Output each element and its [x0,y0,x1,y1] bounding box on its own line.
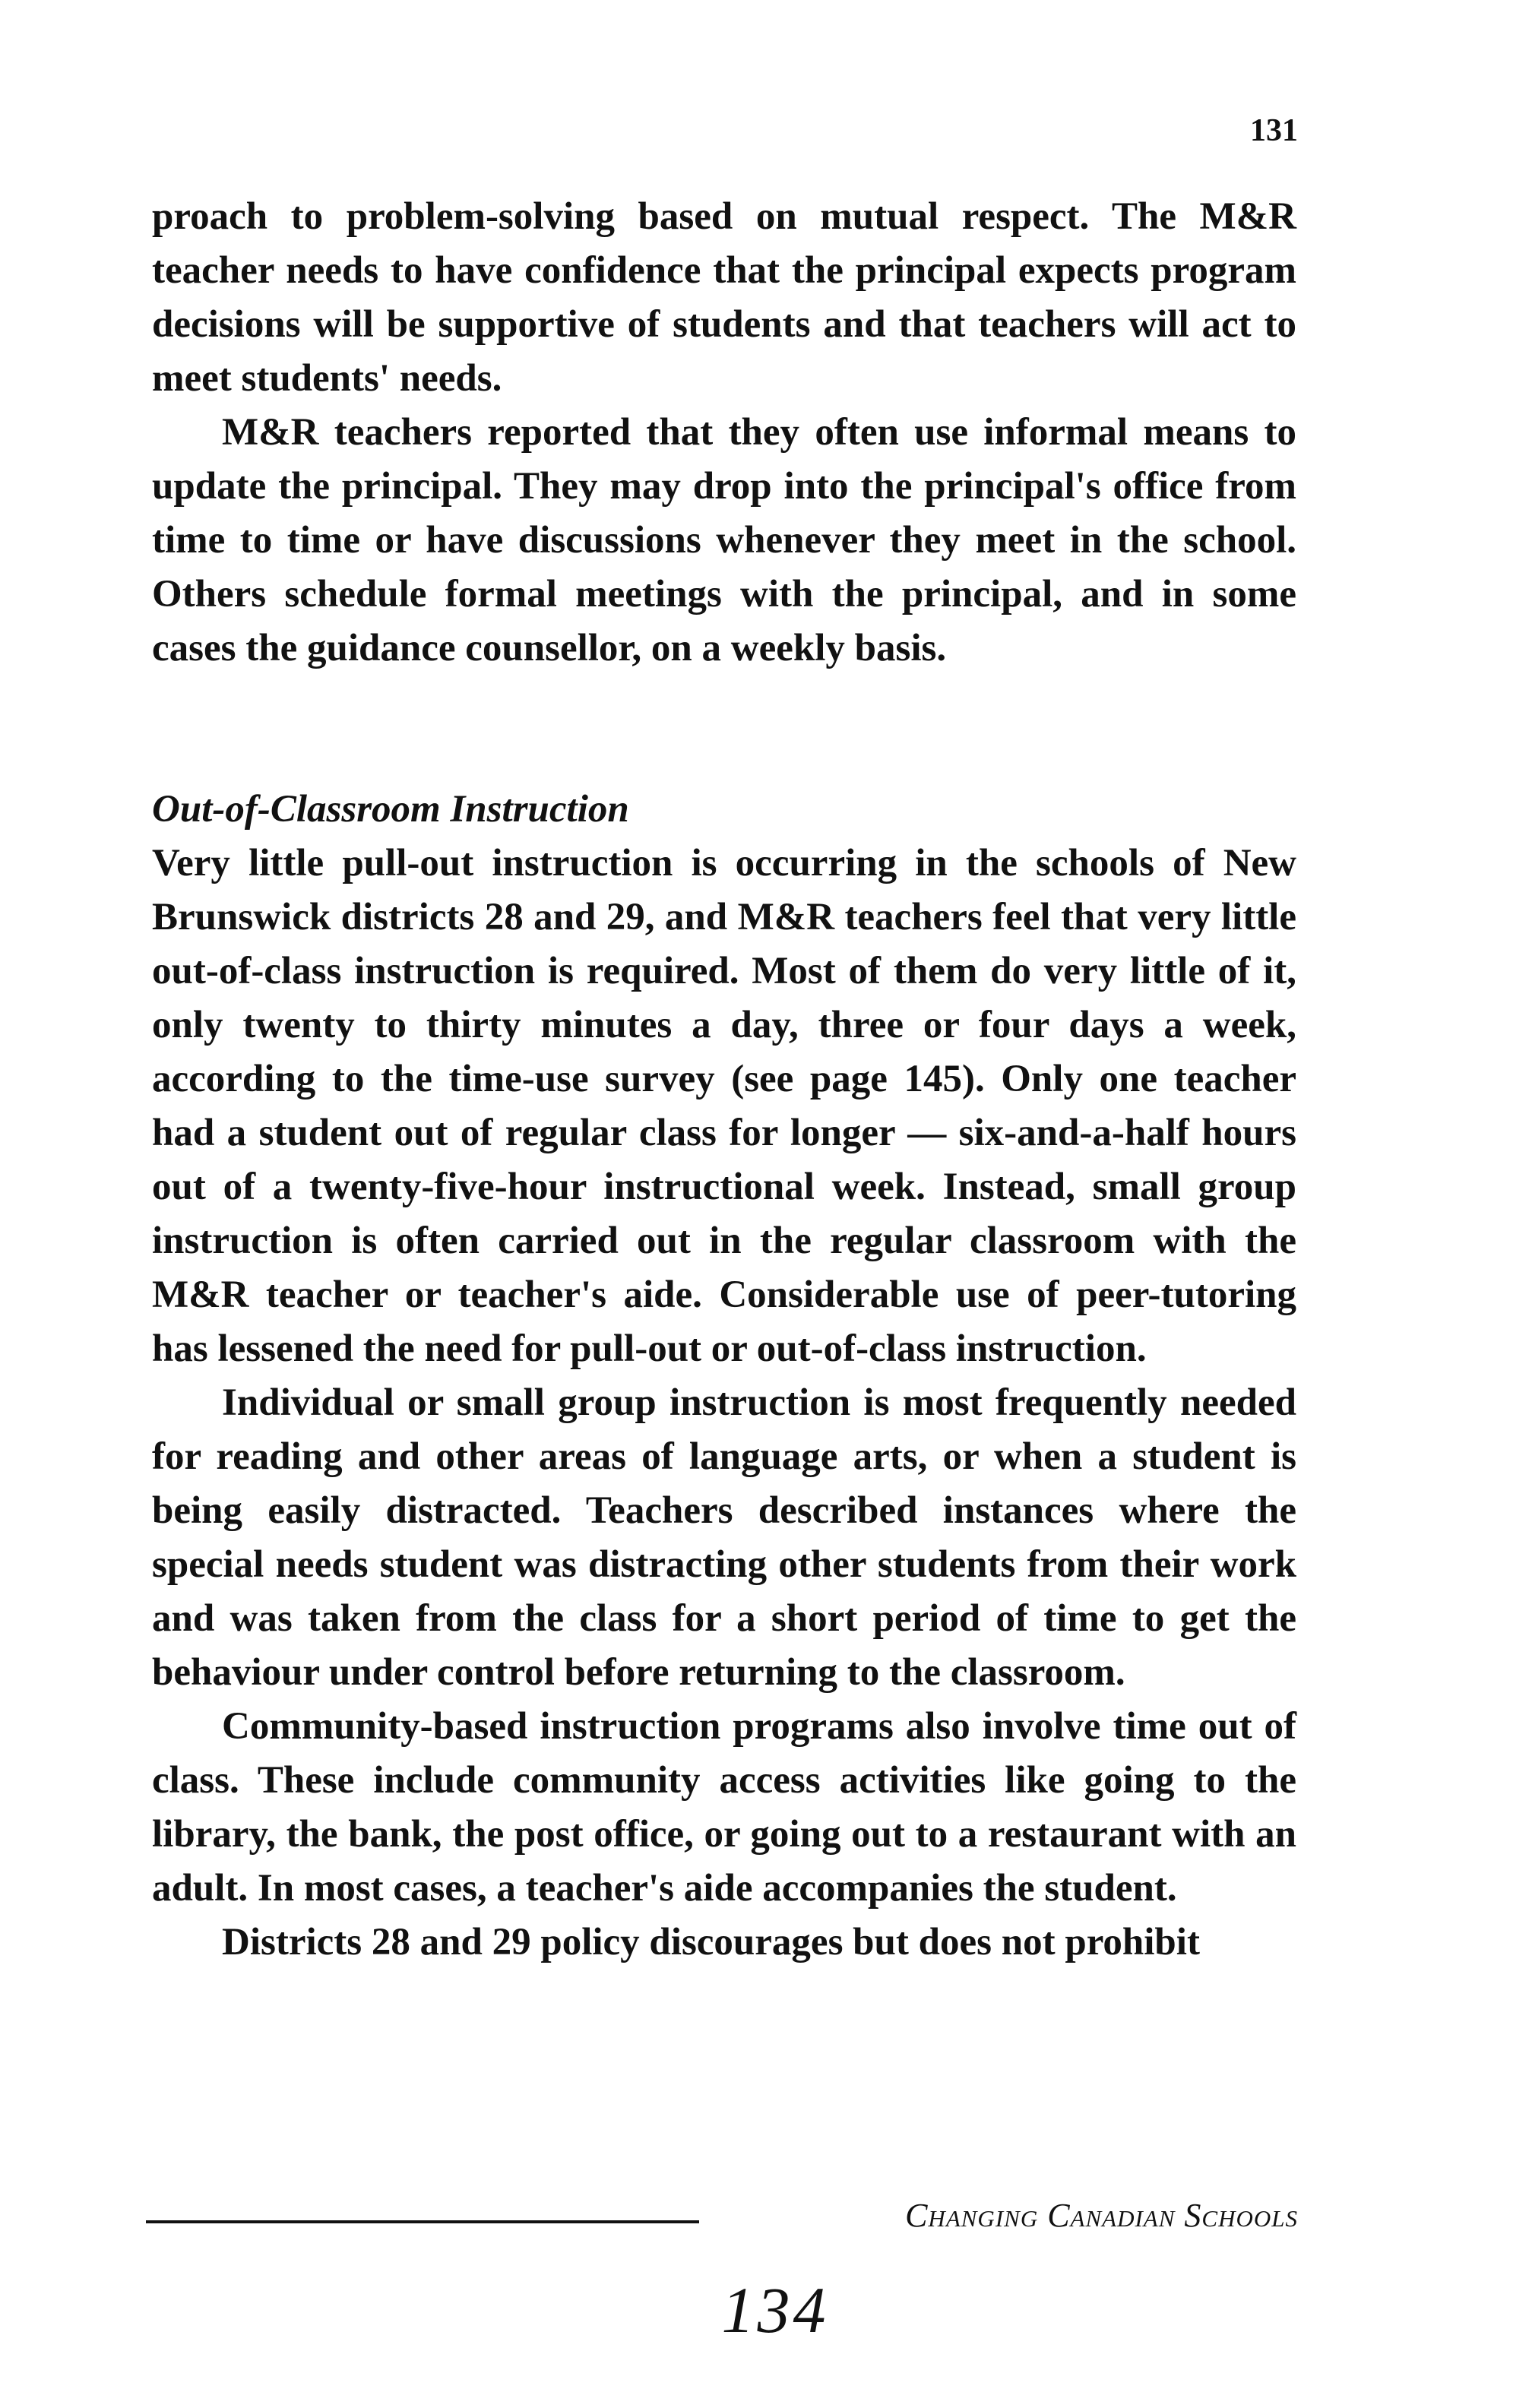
top-page-number: 131 [1250,113,1298,148]
paragraph-2: M&R teachers reported that they often use informal means to update the principal. They may drop into the principal's office from time to time or have discussions whenever they meet in the school. Others schedule formal meetings with the principal, and in some cases the guidance counsellor, on a weekly basis. [152,411,1296,669]
bottom-page-number: 134 [721,2274,829,2346]
section-heading: Out-of-Classroom Instruction [152,788,629,831]
running-footer: Changing Canadian Schools [905,2197,1298,2234]
paragraph-3: Very little pull-out instruction is occurring in the schools of New Brunswick districts 28 and 29, and M&R teachers feel that very little out-of-class instruction is required. Most of them do very little of it, only twenty to thirty minutes a day, three or four days a week, according to the time-use survey (see page 145). Only one teacher had a student out of regular class for longer — six-and-a-half hours out of a twenty-five-hour instructional week. Instead, small group instruction is often carried out in the regular classroom with the M&R teacher or teacher's aide. Considerable use of peer-tutoring has lessened the need for pull-out or out-of-class instruction. [152,842,1296,1370]
paragraph-6: Districts 28 and 29 policy discourages but does not prohibit [222,1921,1200,1963]
text-block-top [152,190,1296,676]
paragraph-5: Community-based instruction programs also involve time out of class. These include community access activities like going to the library, the bank, the post office, or going out to a restaurant with an adult. In most cases, a teacher's aide accompanies the student. [152,1705,1296,1910]
footer-rule [146,2220,699,2223]
paragraph-1: proach to problem-solving based on mutual respect. The M&R teacher needs to have confidence that the principal expects program decisions will be supportive of students and that teachers will act to meet students' needs. [152,195,1296,400]
text-block-section [152,783,1296,1970]
paragraph-4: Individual or small group instruction is most frequently needed for reading and other areas of language arts, or when a student is being easily distracted. Teachers described instances where the special needs student was distracting other students from their work and was taken from the class for a short period of time to get the behaviour under control before returning to the classroom. [152,1381,1296,1694]
